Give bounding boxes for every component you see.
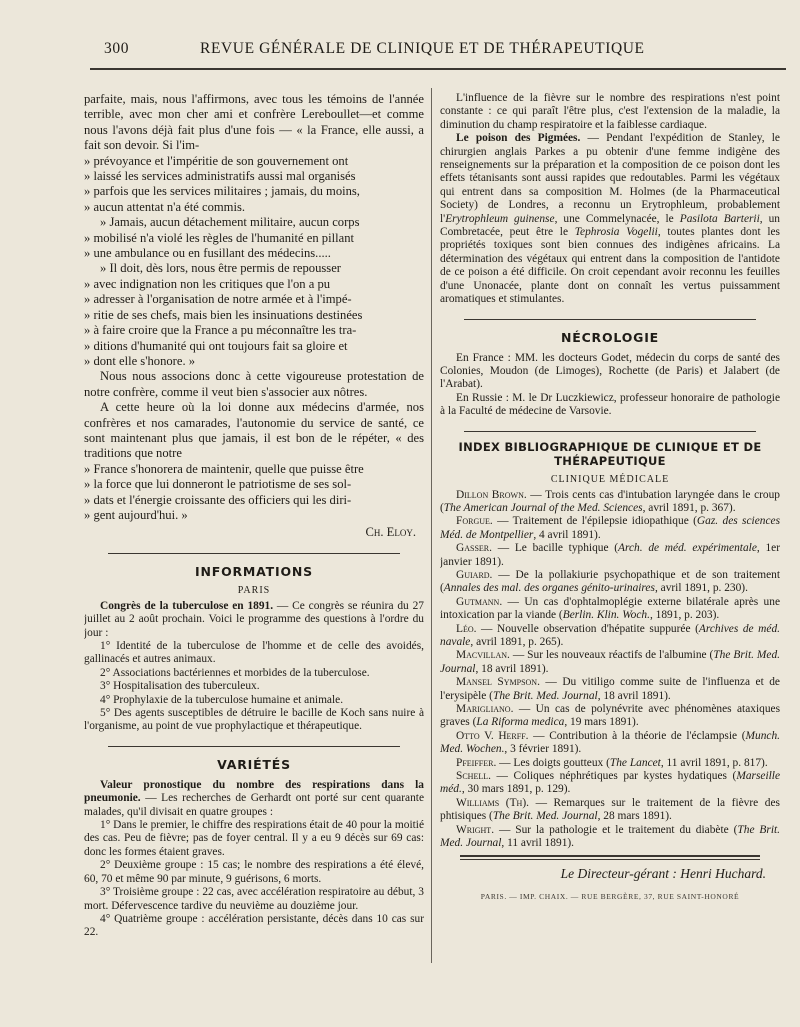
body-paragraph: A cette heure où la loi donne aux médecins d'armée, nos confrères et nos camarades, l'autonomie du service de santé, ce sont maintenant plus que jamais, il est bon de le répéter, « des traditions que notre xyxy=(84,400,424,461)
entry-tail: , 1891, p. 203). xyxy=(649,609,720,622)
entry-author: Léo. xyxy=(456,622,477,635)
quote-line: » Il doit, dès lors, nous être permis de repousser xyxy=(100,261,341,276)
entry-source: Marseille méd. xyxy=(440,770,780,796)
printer-imprint: PARIS. — IMP. CHAIX. — RUE BERGÈRE, 37, RUE SAINT-HONORÉ xyxy=(480,891,740,901)
bibliography-entry xyxy=(440,703,780,730)
article-lead: Valeur pronostique du nombre des respirations dans la pneumonie. xyxy=(84,778,424,805)
quote-line: » mobilisé n'a violé les règles de l'humanité en pillant xyxy=(84,230,354,245)
entry-author: Forgue. xyxy=(456,515,493,528)
entry-tail: , 30 mars 1891, p. 129). xyxy=(461,783,571,796)
quote-line: » dats et l'énergie croissante des officiers qui les diri- xyxy=(84,492,352,507)
quote-line: » parfois que les services militaires ; jamais, du moins, xyxy=(84,184,360,199)
entry-title: — Sur la pathologie et le traitement du diabète ( xyxy=(494,823,738,836)
quote-line: » avec indignation non les critiques que l'on a pu xyxy=(84,276,331,291)
entry-author: Williams (Th). xyxy=(456,796,529,809)
bibliography-entry xyxy=(440,757,780,770)
section-heading-informations: INFORMATIONS xyxy=(195,563,313,579)
article-intro: — Ce congrès se réunira du 27 juillet au 2 août prochain. Voici le programme des questions à l'ordre du jour : xyxy=(84,599,424,639)
entry-author: Dillon Brown. xyxy=(456,488,527,501)
entry-source: Gaz. des sciences Méd. de Montpellier xyxy=(440,515,780,541)
list-item: 4° Quatrième groupe : accélération persistante, décès dans 10 cas sur 22. xyxy=(84,912,424,939)
bibliography-entry xyxy=(440,569,780,596)
right-column xyxy=(440,92,780,972)
quote-line: » à faire croire que la France a pu méconnaître les tra- xyxy=(84,323,357,338)
entry-tail: , 3 février 1891). xyxy=(504,743,582,756)
quote-line: » la force que lui donneront le patriotisme de ses sol- xyxy=(84,477,352,492)
list-item: 2° Deuxième groupe : 15 cas; le nombre des respirations a été élevé, 60, 70 et même 90 par minute, 9 guérisons, 6 morts. xyxy=(84,859,424,885)
list-item: 3° Hospitalisation des tuberculeux. xyxy=(100,680,260,693)
bibliography-list xyxy=(440,489,780,851)
director-signature: Le Directeur-gérant : Henri Huchard. xyxy=(560,865,766,881)
list-item: 5° Des agents susceptibles de détruire le bacille de Koch sans nuire à l'organisme, au point de vue prophylactique et thérapeutique. xyxy=(84,707,424,733)
section-rule xyxy=(464,431,756,432)
section-heading-necrologie: NÉCROLOGIE xyxy=(560,329,660,345)
entry-source: The Lancet xyxy=(609,756,661,769)
text-run: , une Commelynacée, le xyxy=(554,212,680,225)
entry-author: Otto V. Herff. xyxy=(456,729,529,742)
quote-line: » ditions d'humanité qui ont toujours fait sa gloire et xyxy=(84,338,348,353)
entry-author: Schell. xyxy=(456,770,491,783)
entry-title: — Nouvelle observation d'hépatite suppurée ( xyxy=(476,622,699,635)
section-rule xyxy=(464,319,756,320)
entry-author: Guiard. xyxy=(456,568,493,581)
entry-source: The Brit. Med. Journal xyxy=(440,823,780,850)
entry-author: Marigliano. xyxy=(456,703,514,716)
list-item: 2° Associations bactériennes et morbides de la tuberculose. xyxy=(100,666,370,679)
entry-author: Wright. xyxy=(456,823,495,836)
entry-source: The Brit. Med. Journal xyxy=(440,649,780,675)
footer-rule xyxy=(460,855,760,860)
entry-tail: , avril 1891, p. 265). xyxy=(470,636,564,648)
entry-tail: , 19 mars 1891). xyxy=(564,716,639,729)
entry-source: Arch. de méd. expérimentale xyxy=(618,542,757,555)
entry-title: — Contribution à la théorie de l'éclampsie ( xyxy=(528,729,746,742)
entry-source: La Riforma medica xyxy=(476,716,565,729)
quote-line: » France s'honorera de maintenir, quelle que puisse être xyxy=(84,461,364,476)
entry-source: Munch. Med. Wochen. xyxy=(440,729,780,756)
entry-source: Annales des mal. des organes génito-urinaires xyxy=(443,582,655,595)
bibliography-entry xyxy=(440,797,780,824)
body-paragraph xyxy=(84,779,424,819)
article-intro: — Les recherches de Gerhardt ont porté sur cent quarante malades, qu'il divisait en quatre groupes : xyxy=(84,792,424,818)
entry-author: Mansel Sympson. xyxy=(456,676,540,689)
quote-line: » aucun attentat n'a été commis. xyxy=(84,199,246,214)
left-column xyxy=(84,92,424,962)
entry-tail: , 28 mars 1891). xyxy=(597,810,672,823)
list-item: 1° Identité de la tuberculose de l'homme et de celle des avoidés, gallinacés et autres animaux. xyxy=(84,640,424,666)
bibliography-entry xyxy=(440,824,780,851)
body-paragraph xyxy=(440,132,780,306)
body-paragraph xyxy=(84,600,424,640)
entry-source: The American Journal of the Med. Sciences xyxy=(443,501,643,514)
quote-line: » gent aujourd'hui. » xyxy=(84,507,188,522)
subheading-paris: PARIS xyxy=(237,584,271,596)
entry-title: — Un cas de polynévrite avec phénomènes ataxiques graves ( xyxy=(440,703,780,729)
entry-tail: , 4 avril 1891). xyxy=(533,528,601,541)
list-item: 4° Prophylaxie de la tuberculose humaine et animale. xyxy=(100,693,344,706)
entry-source: Archives de méd. navale xyxy=(440,622,780,648)
list-item: 3° Troisième groupe : 22 cas, avec accélération respiratoire au début, 3 mort. Défervescence tardive du neuvième au douzième jour. xyxy=(84,886,424,912)
quote-line: » dont elle s'honore. » xyxy=(84,353,196,368)
body-paragraph: En France : MM. les docteurs Godet, médecin du corps de santé des Colonies, Moudon (de Limoges), Rochette (de Paris) et Jalabert (de l'Arabat). xyxy=(440,351,780,391)
list-item: 1° Dans le premier, le chiffre des respirations était de 40 pour la moitié des cas. Peu de fièvre; pas de foyer central. Il y a eu 9 décès sur 69 cas: donc les formes étaient graves. xyxy=(84,819,424,858)
entry-tail: , 11 avril 1891, p. 817). xyxy=(660,756,768,769)
bibliography-entry xyxy=(440,515,780,542)
page-number: 300 xyxy=(104,40,130,57)
species-name: Erytrophleum guinense xyxy=(445,212,555,225)
entry-title: — Les doigts goutteux ( xyxy=(496,756,610,769)
bibliography-entry xyxy=(440,489,780,516)
entry-title: — Un cas d'ophtalmoplégie externe bilatérale après une intoxication par la viande ( xyxy=(440,595,780,622)
entry-tail: , 1er janvier 1891). xyxy=(440,542,780,568)
bibliography-entry xyxy=(440,542,780,569)
bibliography-entry xyxy=(440,730,780,757)
body-paragraph: En Russie : M. le Dr Luczkiewicz, professeur honoraire de pathologie à la Faculté de médecine de Varsovie. xyxy=(440,391,780,418)
quote-line: » Jamais, aucun détachement militaire, aucun corps xyxy=(100,215,360,230)
article-lead: Congrès de la tuberculose en 1891. xyxy=(100,599,274,612)
bibliography-entry xyxy=(440,676,780,703)
entry-source: Berlin. Klin. Woch. xyxy=(562,609,650,622)
entry-author: Pfeiffer. xyxy=(456,756,497,769)
entry-author: Gutmann. xyxy=(456,595,503,608)
bibliography-entry xyxy=(440,649,780,676)
species-name: Pasilota Barterii xyxy=(679,212,760,225)
entry-author: Gasser. xyxy=(456,542,492,555)
entry-title: — Traitement de l'épilepsie idiopathique ( xyxy=(492,515,697,528)
text-run: — Pendant l'expédition de Stanley, le chirurgien anglais Parkes a pu obtenir d'une femme indigène des renseignements sur la préparation et la composition de ce poison dont les effets tétanisants sont aussi rapides que redoutables. Parmi les végétaux qui entrent dans sa composition M. Holmes (de la Pharmaceutical Society) de Londres, a reconnu un Erytrophleum, probablement l' xyxy=(440,132,780,225)
entry-source: The Brit. Med. Journal xyxy=(492,810,598,823)
author-signature: Ch. Eloy. xyxy=(365,525,416,540)
page-header xyxy=(92,40,782,62)
continued-paragraph: parfaite, mais, nous l'affirmons, avec tous les témoins de l'année terrible, avec mon cher ami et confrère Lereboullet—et comme nous l'avons déjà fait plus d'une fois — « la France, elle aussi, a fait son devoir. Si l'im- xyxy=(84,92,424,153)
text-run: , toutes plantes dont les propriétés toxiques sont bien connues des indigènes africains. La détermination des végétaux qui entrent dans la composition de l'antidote de ce poison a été difficile. On croit cependant avoir reconnu les feuilles d'une Unonacée, plante dont on connaît les vertus puissamment aromatiques et stimulantes. xyxy=(440,226,780,306)
entry-tail: , 18 avril 1891). xyxy=(597,689,671,702)
bibliography-entry xyxy=(440,596,780,623)
section-heading-index: INDEX BIBLIOGRAPHIQUE DE CLINIQUE ET DE THÉRAPEUTIQUE xyxy=(458,439,762,468)
quote-line: » adresser à l'organisation de notre armée et à l'impé- xyxy=(84,292,352,307)
species-name: Tephrosia Vogelii xyxy=(574,226,658,239)
entry-title: — Coliques néphrétiques par kystes hydatiques ( xyxy=(490,770,737,783)
entry-source: The Brit. Med. Journal xyxy=(492,689,598,702)
entry-tail: , avril 1891, p. 230). xyxy=(654,582,748,595)
entry-tail: , avril 1891, p. 367). xyxy=(642,501,736,514)
section-heading-varietes: VARIÉTÉS xyxy=(217,756,291,772)
entry-tail: , 18 avril 1891). xyxy=(475,662,549,675)
entry-title: — Trois cents cas d'intubation laryngée dans le croup ( xyxy=(440,488,780,514)
quote-line: » prévoyance et l'impéritie de son gouvernement ont xyxy=(84,153,349,168)
entry-title: — Remarques sur le traitement de la fièvre des phtisiques ( xyxy=(440,796,780,823)
quote-line: » une ambulance ou en fusillant des médecins..... xyxy=(84,246,331,261)
article-lead: Le poison des Pigmées. xyxy=(456,132,581,145)
body-paragraph: L'influence de la fièvre sur le nombre des respirations n'est point constante : ce qui paraît l'être plus, c'est l'extension de la maladie, la diminution du champ respiratoire et la faiblesse cardiaque. xyxy=(440,92,780,131)
bibliography-entry xyxy=(440,623,780,650)
section-rule xyxy=(108,553,400,554)
entry-author: Macvillan. xyxy=(456,649,510,662)
entry-title: — Du vitiligo comme suite de l'influenza et de l'erysipèle ( xyxy=(440,676,780,702)
column-divider xyxy=(431,88,432,963)
entry-title: — De la pollakiurie psychopathique et de son traitement ( xyxy=(440,568,780,595)
entry-tail: , 11 avril 1891). xyxy=(501,837,575,850)
entry-title: — Sur les nouveaux réactifs de l'albumine ( xyxy=(509,649,714,662)
subheading-clinique: CLINIQUE MÉDICALE xyxy=(550,473,670,485)
bibliography-entry xyxy=(440,770,780,797)
section-rule xyxy=(108,746,400,747)
entry-title: — Le bacille typhique ( xyxy=(491,542,619,555)
body-paragraph: Nous nous associons donc à cette vigoureuse protestation de notre confrère, comme il veut bien s'associer aux nôtres. xyxy=(84,369,424,399)
quote-line: » laissé les services administratifs aussi mal organisés xyxy=(84,169,356,184)
journal-title: REVUE GÉNÉRALE DE CLINIQUE ET DE THÉRAPEUTIQUE xyxy=(200,40,645,57)
quote-line: » ritie de ses chefs, mais bien les insinuations destinées xyxy=(84,307,363,322)
header-rule xyxy=(90,68,786,70)
text-run: , un Combretacée, peut être le xyxy=(440,212,780,239)
